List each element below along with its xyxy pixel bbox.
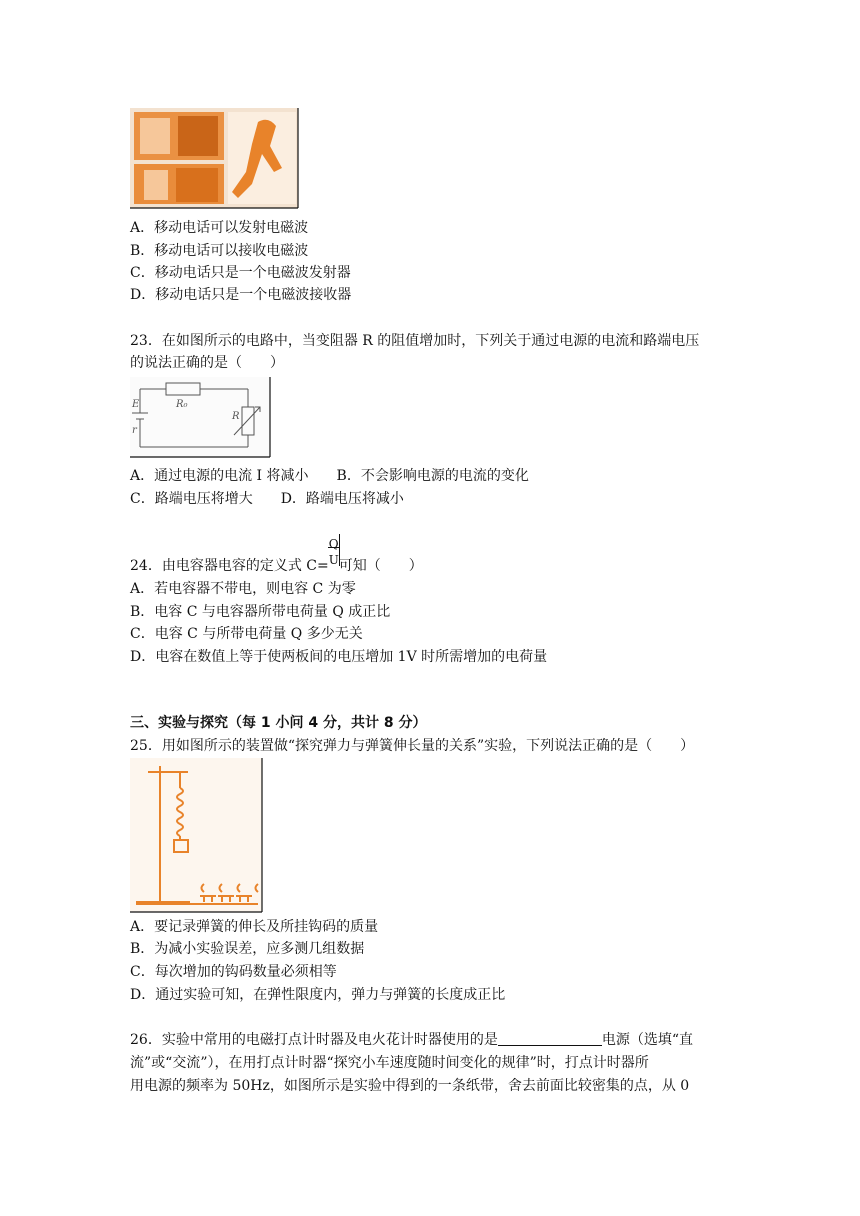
q26-line1 [130,1030,693,1050]
capacitance-fraction [328,537,339,576]
fraction-denominator: U [328,553,339,567]
answer-blank[interactable] [498,1031,602,1046]
q26-line1-before: 26．实验中常用的电磁打点计时器及电火花计时器使用的是 [130,1032,498,1048]
q24-stem [130,537,423,576]
circuit-diagram [130,377,272,463]
q23-options-row1: A．通过电源的电流 I 将减小 B．不会影响电源的电流的变化 [130,468,529,484]
q23-options-row2: C．路端电压将增大 D．路端电压将减小 [130,491,404,507]
q22-option-d: D．移动电话只是一个电磁波接收器 [130,287,352,303]
q24-option-c: C．电容 C 与所带电荷量 Q 多少无关 [130,626,363,642]
q24-stem-before: 24．由电容器电容的定义式 C= [130,558,329,574]
circuit-label-e: E [132,399,140,410]
q25-stem: 25．用如图所示的装置做“探究弹力与弹簧伸长量的关系”实验，下列说法正确的是（ ） [130,738,695,754]
spring-experiment-figure [130,758,264,918]
q24-option-b: B．电容 C 与电容器所带电荷量 Q 成正比 [130,604,391,620]
q25-option-d: D．通过实验可知，在弹性限度内，弹力与弹簧的长度成正比 [130,987,506,1003]
fraction-numerator: Q [328,537,339,551]
mobile-phone-figure [130,108,302,214]
q23-stem-line2: 的说法正确的是（ ） [130,355,284,371]
q22-option-a: A．移动电话可以发射电磁波 [130,220,309,236]
q22-option-b: B．移动电话可以接收电磁波 [130,243,309,259]
q23-stem-line1: 23．在如图所示的电路中，当变阻器 R 的阻值增加时，下列关于通过电源的电流和路端电压 [130,333,700,349]
q22-option-c: C．移动电话只是一个电磁波发射器 [130,265,351,281]
q25-option-a: A．要记录弹簧的伸长及所挂钩码的质量 [130,919,379,935]
circuit-label-r-internal: r [132,425,137,436]
q25-option-c: C．每次增加的钩码数量必须相等 [130,964,337,980]
q24-option-d: D．电容在数值上等于使两板间的电压增加 1V 时所需增加的电荷量 [130,649,548,665]
q25-option-b: B．为减小实验误差，应多测几组数据 [130,941,365,957]
circuit-label-r0: R₀ [176,399,188,410]
q26-line1-after: 电源（选填“直 [601,1032,693,1048]
q26-line2: 流”或“交流”），在用打点计时器“探究小车速度随时间变化的规律”时，打点计时器所 [130,1055,649,1071]
section-3-title: 三、实验与探究（每 1 小问 4 分，共计 8 分） [130,715,427,731]
q24-stem-after: 可知（ ） [338,558,423,574]
q24-option-a: A．若电容器不带电，则电容 C 为零 [130,581,356,597]
q26-line3: 用电源的频率为 50Hz，如图所示是实验中得到的一条纸带，舍去前面比较密集的点，从 0 [130,1078,690,1094]
circuit-label-r: R [232,411,240,422]
